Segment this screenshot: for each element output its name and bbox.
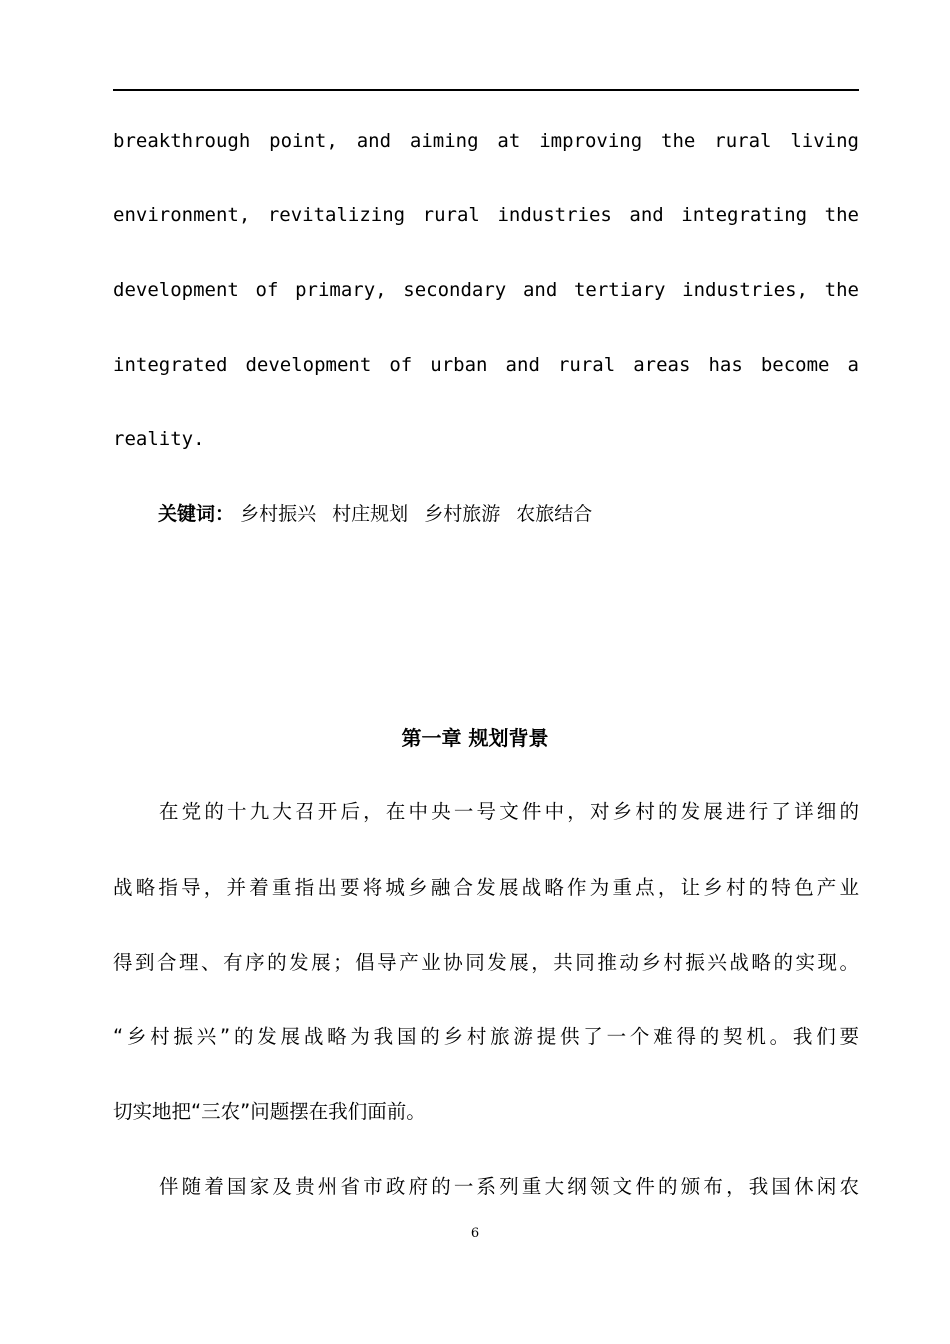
abstract-line: development of primary, secondary and tertiary industries, the — [113, 279, 859, 301]
chapter-title: 第一章 规划背景 — [401, 726, 549, 750]
keyword: 农旅结合 — [516, 503, 593, 525]
keywords-label: 关键词： — [158, 503, 235, 525]
abstract-line: reality. — [113, 428, 205, 450]
body-line: 切实地把“三农”问题摆在我们面前。 — [113, 1100, 426, 1123]
body-line: 伴随着国家及贵州省市政府的一系列重大纲领文件的颁布，我国休闲农 — [159, 1175, 859, 1198]
abstract-line: integrated development of urban and rural areas has become a — [113, 354, 859, 376]
keywords — [158, 500, 602, 528]
keyword: 乡村振兴 — [240, 503, 317, 525]
abstract-line: environment, revitalizing rural industries and integrating the — [113, 204, 859, 226]
body-line: 在党的十九大召开后，在中央一号文件中，对乡村的发展进行了详细的 — [159, 800, 859, 823]
header-rule — [113, 89, 859, 91]
abstract-line: breakthrough point, and aiming at improving the rural living — [113, 130, 859, 152]
keyword: 乡村旅游 — [424, 503, 501, 525]
keyword: 村庄规划 — [332, 503, 409, 525]
body-line: “乡村振兴”的发展战略为我国的乡村旅游提供了一个难得的契机。我们要 — [113, 1025, 859, 1048]
body-line: 得到合理、有序的发展；倡导产业协同发展，共同推动乡村振兴战略的实现。 — [113, 951, 859, 974]
body-line: 战略指导，并着重指出要将城乡融合发展战略作为重点，让乡村的特色产业 — [113, 876, 859, 899]
page-number: 6 — [470, 1226, 480, 1241]
